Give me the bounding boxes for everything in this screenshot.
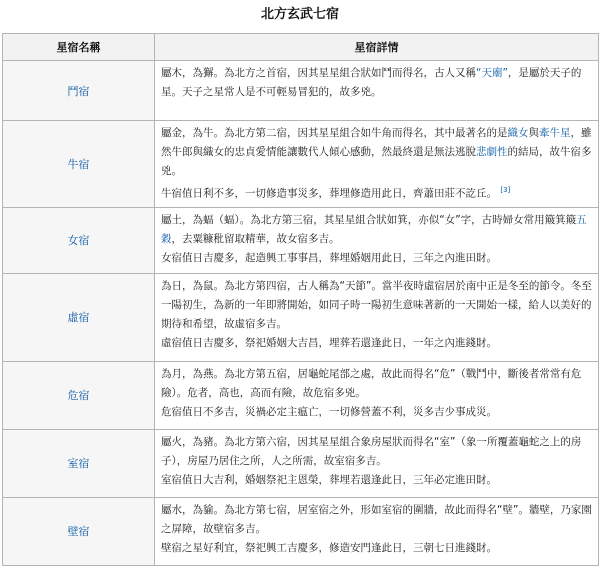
detail-text: ，雖然牛郎與織女的忠貞愛情能讓數代人傾心感動，然最終還是無法逃脫 [161, 127, 592, 158]
detail-verse: 壁宿之星好利宜，祭祀興工吉慶多，修造安門逢此日，三朝七日進錢財。 [161, 541, 497, 554]
detail-verse: 室宿值日大吉利，婚姻祭祀主恩榮，葬埋若還逢此日，三年必定進田財。 [161, 473, 497, 486]
detail-link[interactable]: “天廟” [476, 67, 508, 79]
detail-text: 屬木，為獬。為北方之首宿，因其星星組合狀如鬥而得名，古人又稱 [161, 67, 476, 79]
detail-text: 女宿值日吉慶多，起造興工事事昌，葬埋婚姻用此日，三年之內進田財。 [161, 251, 497, 264]
detail-paragraph [161, 64, 592, 102]
detail-link[interactable]: 牽牛星 [539, 127, 571, 139]
detail-verse [161, 181, 592, 204]
detail-paragraph: 屬火，為豬。為北方第六宿，因其星星組合象房屋狀而得名“室”（象一所覆蓋龜蛇之上的房子），房屋乃居住之所，人之所需，故室宿多吉。 [161, 435, 582, 467]
mansion-detail [155, 121, 599, 208]
table-row [3, 121, 599, 208]
table-header-row [3, 34, 599, 61]
detail-paragraph: 為日，為鼠。為北方第四宿，古人稱為“天節”。當半夜時虛宿居於南中正是冬至的節令。冬至一陽初生，為新的一年即將開始，如同子時一陽初生意味著新的一天開始一樣，給人以美好的期待和希望，故虛宿多吉。 [161, 279, 592, 330]
table-row [3, 361, 599, 429]
detail-link[interactable]: 織女 [507, 127, 529, 139]
table-row [3, 273, 599, 361]
mansion-name-link[interactable]: 危宿 [3, 361, 155, 429]
reference-link[interactable]: [3] [500, 186, 511, 194]
mansion-detail [155, 429, 599, 497]
detail-link[interactable]: 悲劇性 [476, 146, 508, 158]
table-row [3, 497, 599, 565]
mansion-detail [155, 273, 599, 361]
detail-paragraph: 為月，為燕。為北方第五宿，居龜蛇尾部之處，故此而得名“危”（戰鬥中，斷後者常常有危險）。危者，高也，高而有險，故危宿多兇。 [161, 367, 582, 399]
detail-link[interactable]: 五穀 [161, 213, 587, 245]
column-header-name: 星宿名稱 [3, 34, 155, 61]
detail-verse: 危宿值日不多吉，災禍必定主瘟亡，一切修營蓋不利，災多吉少事成災。 [161, 405, 497, 418]
page-title: 北方玄武七宿 [260, 7, 339, 22]
mansion-name-link[interactable]: 鬥宿 [3, 61, 155, 121]
detail-verse: 虛宿值日吉慶多，祭祀婚姻大吉昌，埋葬若還逢此日，一年之內進錢財。 [161, 336, 497, 349]
detail-text: 牛宿值日利不多，一切修造事災多，葬埋修造用此日，齊蕭田莊不訖丘。 [161, 187, 497, 200]
column-header-detail: 星宿詳情 [155, 34, 599, 61]
mansion-name-link[interactable]: 室宿 [3, 429, 155, 497]
detail-verse [161, 249, 592, 268]
table-row [3, 207, 599, 273]
table-row [3, 61, 599, 121]
mansion-name-link[interactable]: 女宿 [3, 207, 155, 273]
detail-text: 屬土，為蝠（蝠）。為北方第三宿，其星星組合狀如箕，亦似“女”字，古時婦女常用簸箕簸 [161, 213, 577, 226]
detail-paragraph: 屬水，為貐。為北方第七宿，居室宿之外，形如室宿的圍牆，故此而得名“壁”。牆壁，乃家園之屏障，故壁宿多吉。 [161, 503, 592, 535]
mansion-name-link[interactable]: 牛宿 [3, 121, 155, 208]
mansion-detail [155, 361, 599, 429]
detail-paragraph [161, 211, 592, 249]
detail-text: 與 [528, 127, 539, 139]
mansions-table [2, 33, 599, 566]
mansion-name-link[interactable]: 壁宿 [3, 497, 155, 565]
mansion-detail [155, 497, 599, 565]
detail-text: 的結局，故牛宿多兇。 [161, 146, 592, 177]
mansion-detail [155, 61, 599, 121]
mansion-name-link[interactable]: 虛宿 [3, 273, 155, 361]
detail-text: ，去粟糠秕留取精華，故女宿多吉。 [171, 232, 340, 245]
detail-text: ，是屬於天子的星。天子之星常人是不可輕易冒犯的，故多兇。 [161, 67, 582, 98]
detail-paragraph [161, 124, 592, 181]
mansion-detail [155, 207, 599, 273]
detail-text: 屬金，為牛。為北方第二宿，因其星星組合如牛角而得名，其中最著名的是 [161, 127, 508, 139]
table-row [3, 429, 599, 497]
